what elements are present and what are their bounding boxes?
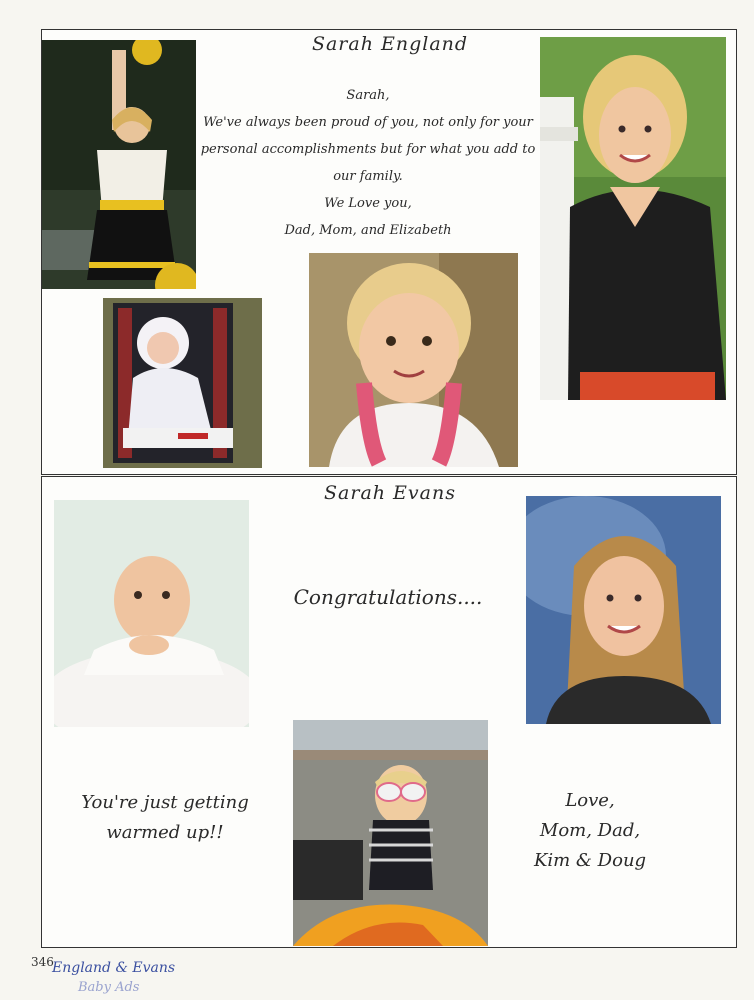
signature-line: Mom, Dad, <box>539 820 641 841</box>
signature-line: Kim & Doug <box>533 850 647 871</box>
warmed-up-line: warmed up!! <box>106 822 224 843</box>
senior-portrait-blue-photo <box>526 496 721 724</box>
beach-sunglasses-photo <box>293 720 488 946</box>
signature-line: Love, <box>565 790 615 811</box>
baby-photo <box>54 500 249 727</box>
message-line: Dad, Mom, and Elizabeth <box>284 223 452 238</box>
cheerleader-photo <box>42 40 196 289</box>
footer-subtitle: Baby Ads <box>78 980 140 995</box>
message-line: our family. <box>333 169 403 184</box>
bottom-panel-title: Sarah Evans <box>324 482 456 504</box>
signature-text <box>510 786 670 876</box>
baby-stroller-photo <box>103 298 262 468</box>
message-line: personal accomplishments but for what you add to <box>200 142 536 157</box>
congratulations-text: Congratulations.... <box>293 585 483 609</box>
top-panel-message <box>196 82 540 244</box>
senior-portrait-photo <box>540 37 726 400</box>
toddler-lei-photo <box>309 253 518 467</box>
footer-title: England & Evans <box>52 960 176 976</box>
page-number: 346 <box>31 955 54 969</box>
top-panel-title: Sarah England <box>311 33 469 55</box>
message-line: Sarah, <box>346 88 390 103</box>
warmed-up-text <box>70 788 260 848</box>
warmed-up-line: You're just getting <box>81 792 249 813</box>
message-line: We Love you, <box>324 196 412 211</box>
message-line: We've always been proud of you, not only for your <box>203 115 533 130</box>
